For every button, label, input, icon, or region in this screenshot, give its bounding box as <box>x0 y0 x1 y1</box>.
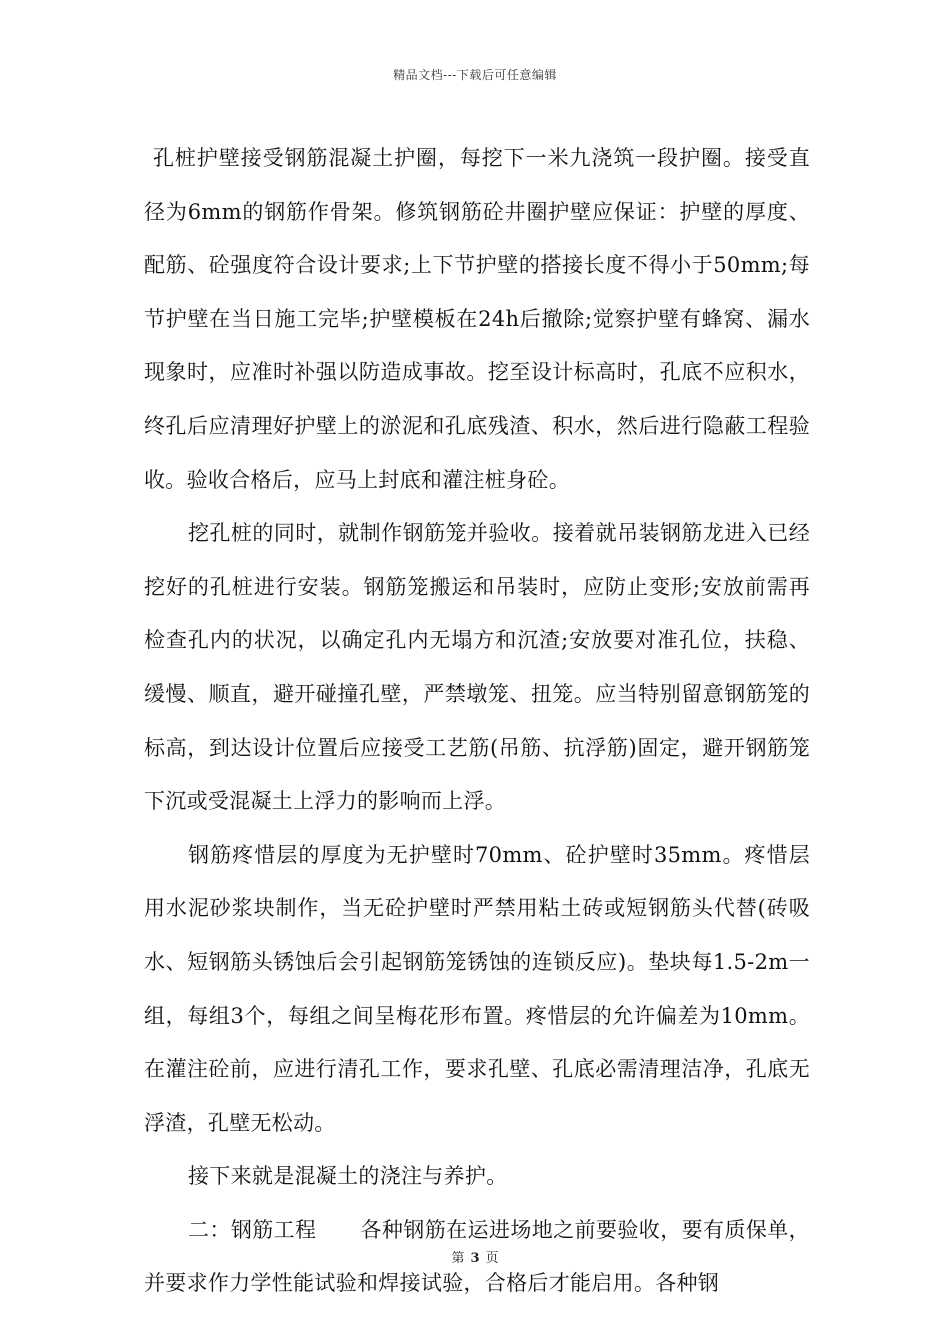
section-title: 二：钢筋工程 <box>188 1217 317 1242</box>
paragraph-concrete-pouring: 接下来就是混凝土的浇注与养护。 <box>188 1164 508 1189</box>
paragraph-rebar-cage: 挖孔桩的同时，就制作钢筋笼并验收。接着就吊装钢筋龙进入已经挖好的孔桩进行安装。钢筋笼搬运和吊装时，应防止变形;安放前需再检查孔内的状况，以确定孔内无塌方和沉渣;安放要对准孔位，扶稳、缓慢、顺直，避开碰撞孔壁，严禁墩笼、扭笼。应当特别留意钢筋笼的标高，到达设计位置后应接受工艺筋(吊筋、抗浮筋)固定，避开钢筋笼下沉或受混凝土上浮力的影响而上浮。 <box>144 521 810 814</box>
footer-suffix: 页 <box>485 1251 499 1266</box>
paragraph-pile-wall: 孔桩护壁接受钢筋混凝土护圈，每挖下一米九浇筑一段护圈。接受直径为6mm的钢筋作骨架。修筑钢筋砼井圈护壁应保证：护壁的厚度、配筋、砼强度符合设计要求;上下节护壁的搭接长度不得小于50mm;每节护壁在当日施工完毕;护壁模板在24h后撤除;觉察护壁有蜂窝、漏水现象时，应准时补强以防造成事故。挖至设计标高时，孔底不应积水，终孔后应清理好护壁上的淤泥和孔底残渣、积水，然后进行隐蔽工程验收。验收合格后，应马上封底和灌注桩身砼。 <box>144 146 810 492</box>
page-footer <box>0 1247 950 1266</box>
page-header: 精品文档---下载后可任意编辑 <box>393 68 557 82</box>
page-number: 3 <box>470 1251 480 1266</box>
document-body <box>144 132 810 1311</box>
section-text: 各种钢筋在运进场地之前要验收，要有质保单，并要求作力学性能试验和焊接试验，合格后才能启用。各种钢 <box>144 1217 810 1296</box>
footer-prefix: 第 <box>451 1251 465 1266</box>
paragraph-protective-layer: 钢筋疼惜层的厚度为无护壁时70mm、砼护壁时35mm。疼惜层用水泥砂浆块制作，当无砼护壁时严禁用粘土砖或短钢筋头代替(砖吸水、短钢筋头锈蚀后会引起钢筋笼锈蚀的连锁反应)。垫块每1.5-2m一组，每组3个，每组之间呈梅花形布置。疼惜层的允许偏差为10mm。在灌注砼前，应进行清孔工作，要求孔壁、孔底必需清理洁净，孔底无浮渣，孔壁无松动。 <box>144 842 810 1135</box>
